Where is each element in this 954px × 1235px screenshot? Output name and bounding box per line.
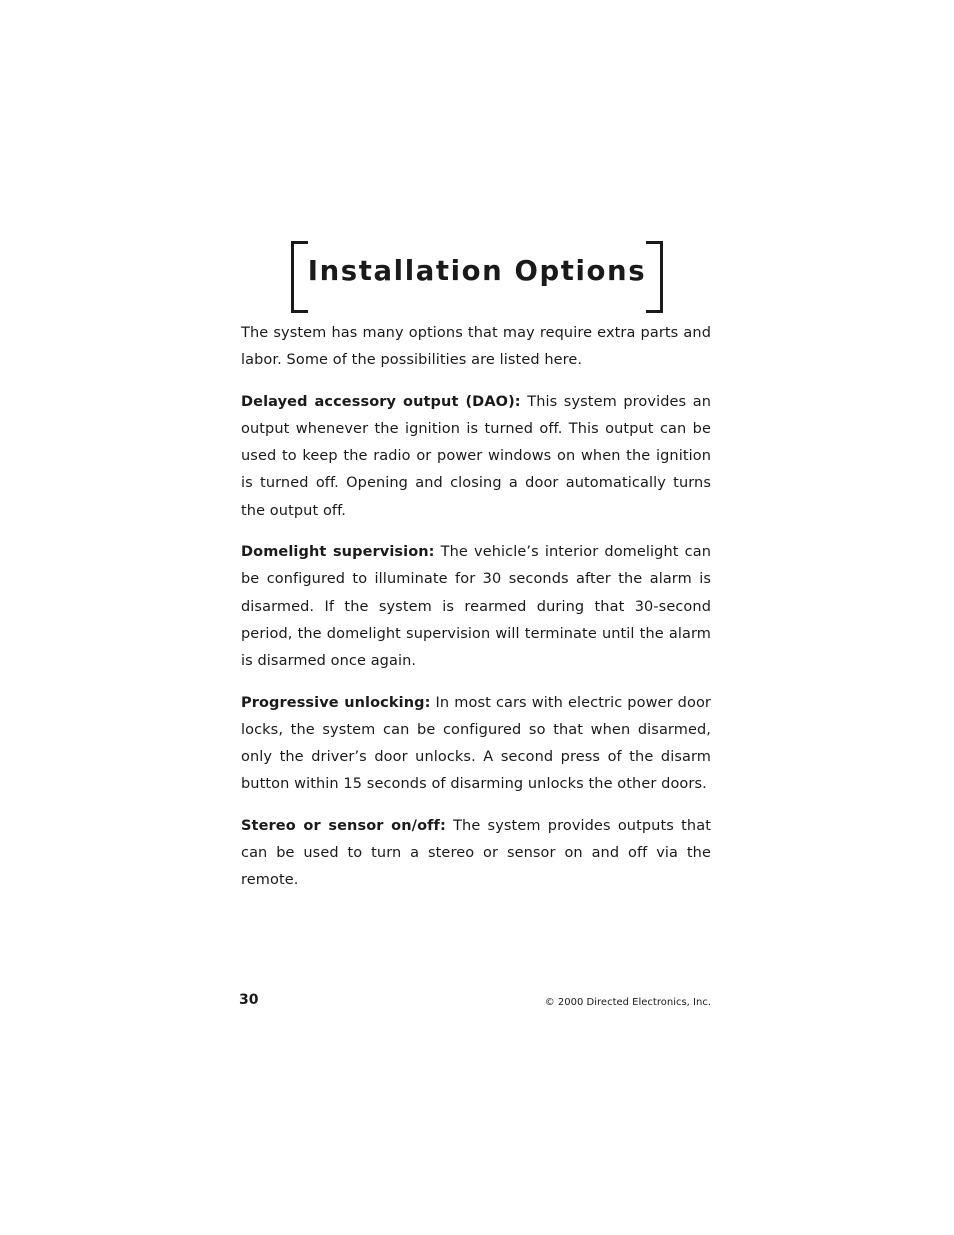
page-title: Installation Options [307, 255, 647, 287]
option-term: Domelight supervision: [241, 544, 435, 561]
option-term: Delayed accessory output (DAO): [241, 393, 521, 410]
title-block [291, 241, 663, 309]
option-description: The vehicle’s interior domelight can be configured to illuminate for 30 seconds after the alarm is disarmed. If the system is rearmed during that 30-second period, the domelight supervision will terminate until the alarm is disarmed once again. [241, 544, 711, 670]
page-body [241, 320, 711, 909]
option-dao [241, 389, 711, 525]
option-term: Stereo or sensor on/off: [241, 817, 446, 834]
option-description: The system provides outputs that can be used to turn a stereo or sensor on and off via the remote. [241, 817, 711, 889]
option-description: In most cars with electric power door locks, the system can be configured so that when disarmed, only the driver’s door unlocks. A second press of the disarm button within 15 seconds of disarming unlocks the other doors. [241, 694, 711, 793]
option-domelight-supervision [241, 539, 711, 675]
option-term: Progressive unlocking: [241, 694, 431, 711]
option-progressive-unlocking [241, 690, 711, 799]
option-description: This system provides an output whenever the ignition is turned off. This output can be used to keep the radio or power windows on when the ignition is turned off. Opening and closing a door automatically turns the output off. [241, 393, 711, 519]
right-bracket-decoration [646, 241, 663, 313]
intro-paragraph: The system has many options that may require extra parts and labor. Some of the possibilities are listed here. [241, 325, 711, 369]
page-number: 30 [239, 992, 259, 1008]
option-stereo-sensor [241, 813, 711, 895]
copyright-notice: © 2000 Directed Electronics, Inc. [544, 997, 711, 1008]
